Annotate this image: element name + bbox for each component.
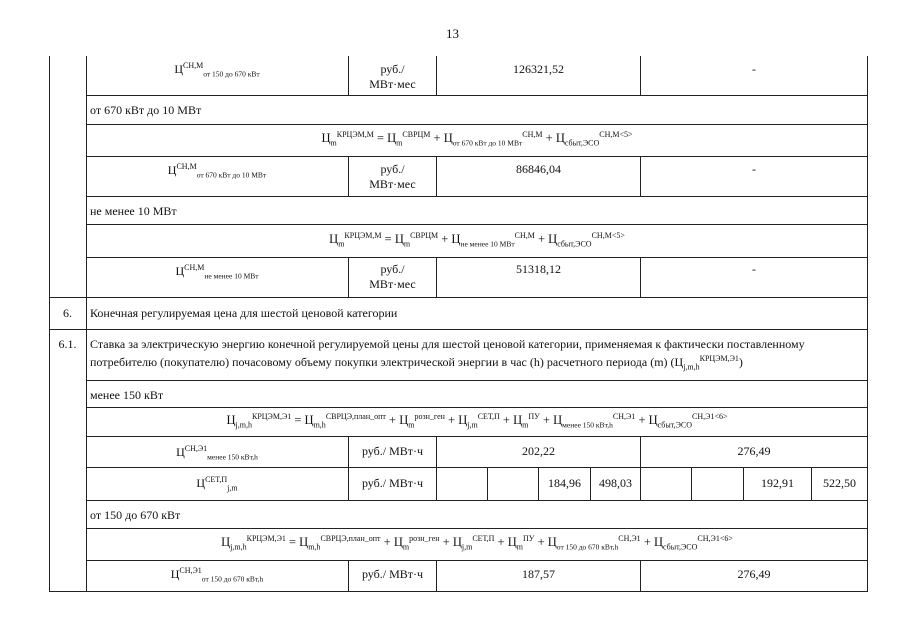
row-line xyxy=(86,156,868,157)
section-number: 6.1. xyxy=(58,337,77,351)
unit-cell: руб./ МВт·мес xyxy=(369,262,416,291)
unit-cell: руб./ МВт·ч xyxy=(361,444,424,458)
row-line xyxy=(49,329,868,330)
formula: $Ц_{j,m,h}^{КРЦЭМ,Э1} = Ц_{m,h}^{СВРЦЭ,план\_опт} + Ц_m^{розн\_ген} + Ц_{j,m}^{СЕТ,П} + Ц_m^{ПУ} + Ц_{менее 150 кВт,h}^{СН,Э1} + Ц_{сбыт,ЭСО}^{СН,Э1<6>}$ xyxy=(226,411,728,430)
section-title: Конечная регулируемая цена для шестой ценовой категории xyxy=(90,306,398,320)
formula: $Ц_m^{КРЦЭМ,М} = Ц_m^{СВРЦМ} + Ц_{не менее 10 МВт}^{СН,М} + Ц_{сбыт,ЭСО}^{СН,М<5>}$ xyxy=(329,230,625,249)
row-line xyxy=(49,297,868,298)
section-number: 6. xyxy=(63,306,72,320)
rate-symbol: $Ц^{СН,Э1}_{менее 150 кВт,h}$ xyxy=(176,444,258,462)
unit-cell: руб./ МВт·мес xyxy=(369,62,416,91)
row-line xyxy=(86,467,868,468)
dash-cell: - xyxy=(752,162,756,176)
row-line xyxy=(86,380,868,381)
formula: $Ц_{j,m,h}^{КРЦЭМ,Э1} = Ц_{m,h}^{СВРЦЭ,план\_опт} + Ц_m^{розн\_ген} + Ц_{j,m}^{СЕТ,П} + Ц_m^{ПУ} + Ц_{от 150 до 670 кВт,h}^{СН,Э1} + Ц_{сбыт,ЭСО}^{СН,Э1<6>}$ xyxy=(221,533,733,552)
value-cell: 276,49 xyxy=(737,444,771,458)
col-line xyxy=(691,467,692,500)
value-cell: 276,49 xyxy=(737,567,771,581)
value-cell: 522,50 xyxy=(823,476,856,490)
row-line xyxy=(86,257,868,258)
value-cell: 184,96 xyxy=(548,476,581,490)
row-line xyxy=(86,95,868,96)
value-cell: 51318,12 xyxy=(516,262,561,276)
value-cell: 126321,52 xyxy=(513,62,564,76)
value-cell: 187,57 xyxy=(522,567,555,581)
table-border-left xyxy=(49,56,50,592)
col-line xyxy=(487,467,488,500)
value-cell: 202,22 xyxy=(522,444,555,458)
dash-cell: - xyxy=(752,62,756,76)
group-label: менее 150 кВт xyxy=(90,388,164,402)
unit-cell: руб./ МВт·ч xyxy=(361,476,424,490)
rate-symbol: $Ц^{СН,М}_{от 670 кВт до 10 МВт}$ xyxy=(167,162,267,180)
row-line xyxy=(86,196,868,197)
value-cell: 192,91 xyxy=(761,476,794,490)
dash-cell: - xyxy=(752,262,756,276)
row-line xyxy=(86,407,868,408)
group-label: не менее 10 МВт xyxy=(90,204,177,218)
formula: $Ц_m^{КРЦЭМ,М} = Ц_m^{СВРЦМ} + Ц_{от 670 кВт до 10 МВт}^{СН,М} + Ц_{сбыт,ЭСО}^{СН,М<5>}$ xyxy=(321,129,633,148)
rate-symbol: $Ц^{СН,М}_{не менее 10 МВт}$ xyxy=(175,263,259,281)
row-line xyxy=(86,436,868,437)
section-text: Ставка за электрическую энергию конечной регулируемой цены для шестой ценовой категории, применяемая к фактически поставленному потребителю (покупателю) почасовому объему покупки электрической энергии в час (h) расчетного периода (m) $(Ц_{j,m,h}^{КРЦЭМ,Э1})$ xyxy=(90,337,805,372)
table-border-bottom xyxy=(49,591,868,592)
page-number: 13 xyxy=(446,26,459,41)
unit-cell: руб./ МВт·ч xyxy=(361,567,424,581)
group-label: от 150 до 670 кВт xyxy=(90,508,181,522)
row-line xyxy=(86,528,868,529)
row-line xyxy=(86,560,868,561)
row-line xyxy=(86,124,868,125)
rate-symbol: $Ц^{СН,Э1}_{от 150 до 670 кВт,h}$ xyxy=(170,566,264,584)
row-line xyxy=(86,224,868,225)
rate-symbol: $Ц^{СН,М}_{от 150 до 670 кВт}$ xyxy=(174,61,260,79)
group-label: от 670 кВт до 10 МВт xyxy=(90,103,202,117)
rate-symbol: $Ц^{СЕТ,П}_{j,m}$ xyxy=(196,475,238,493)
value-cell: 86846,04 xyxy=(516,162,561,176)
unit-cell: руб./ МВт·мес xyxy=(369,162,416,191)
row-line xyxy=(86,500,868,501)
value-cell: 498,03 xyxy=(599,476,632,490)
